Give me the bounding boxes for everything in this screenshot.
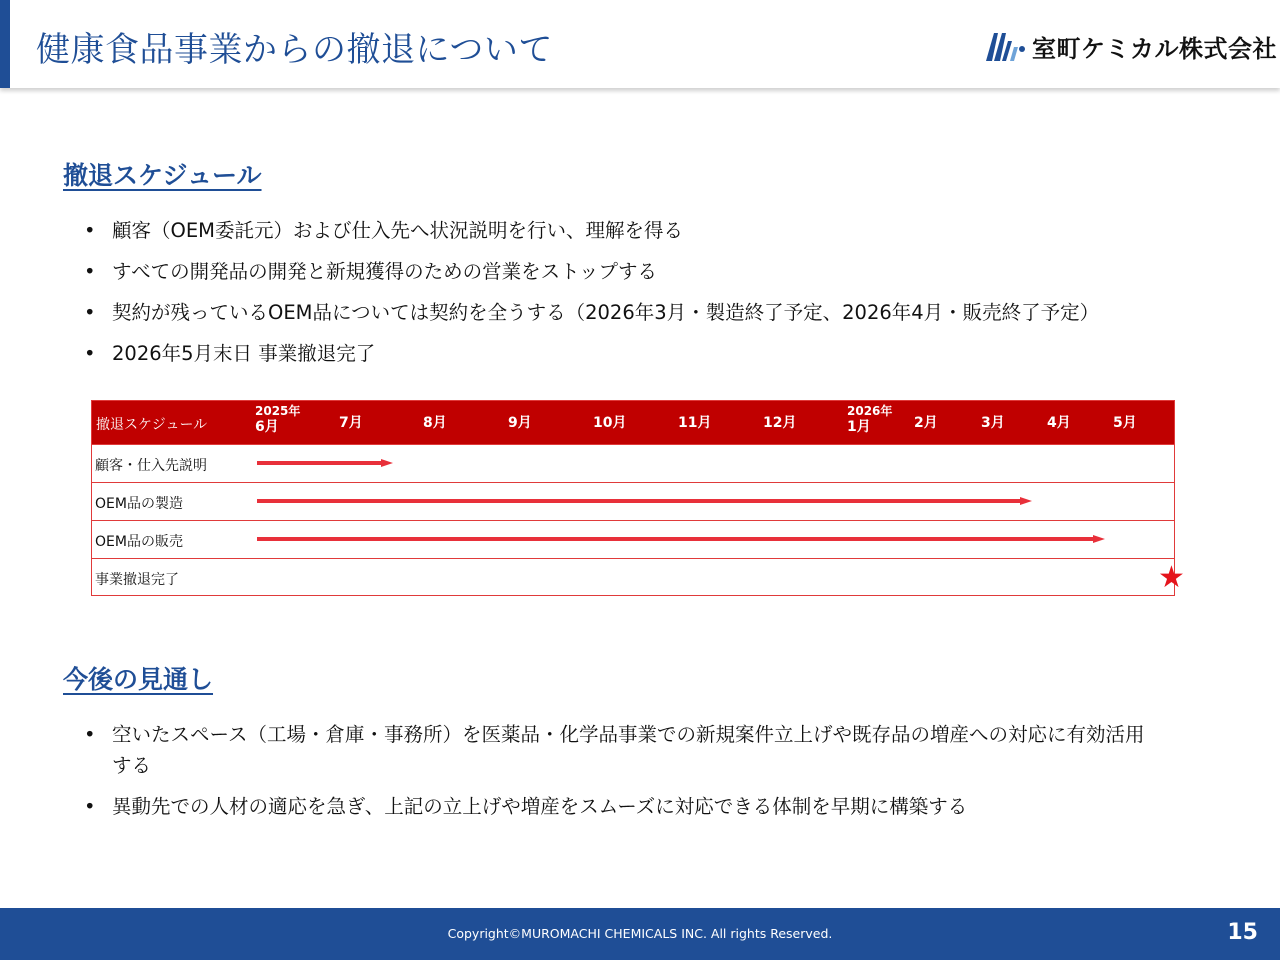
gantt-month-label: 6月 xyxy=(255,419,279,435)
gantt-month-year: 2026年 xyxy=(847,404,893,418)
gantt-arrow xyxy=(257,497,1032,505)
gantt-month xyxy=(914,414,938,432)
gantt-month-label: 3月 xyxy=(981,415,1005,431)
bullet-text: すべての開発品の開発と新規獲得のための営業をストップする xyxy=(112,260,658,283)
bullet-icon: • xyxy=(84,795,96,818)
gantt-month-label: 8月 xyxy=(423,415,447,431)
list-item xyxy=(84,719,1164,781)
bullet-text: 契約が残っているOEM品については契約を全うする（2026年3月・製造終了予定、2026年4月・販売終了予定） xyxy=(112,301,1100,324)
header-accent-bar xyxy=(0,0,10,88)
bullet-icon: • xyxy=(84,301,96,324)
copyright-text: Copyright©MUROMACHI CHEMICALS INC. All rights Reserved. xyxy=(447,926,833,941)
gantt-month-label: 2月 xyxy=(914,415,938,431)
gantt-month xyxy=(423,414,447,432)
schedule-heading: 撤退スケジュール xyxy=(63,161,262,190)
gantt-row-label: 事業撤退完了 xyxy=(95,572,179,588)
schedule-gantt-table xyxy=(91,400,1175,596)
gantt-row-label: OEM品の販売 xyxy=(95,534,183,550)
gantt-month xyxy=(678,414,711,432)
schedule-bullet-list xyxy=(84,215,1164,379)
gantt-month-label: 9月 xyxy=(508,415,532,431)
gantt-month xyxy=(981,414,1005,432)
bullet-icon: • xyxy=(84,723,96,746)
bullet-icon: • xyxy=(84,342,96,365)
page-title: 健康食品事業からの撤退について xyxy=(36,30,553,70)
list-item xyxy=(84,215,1164,246)
gantt-month-label: 5月 xyxy=(1113,415,1137,431)
gantt-header-label: 撤退スケジュール xyxy=(96,417,208,433)
gantt-month xyxy=(339,414,363,432)
outlook-heading: 今後の見通し xyxy=(63,665,214,694)
gantt-row-label: OEM品の製造 xyxy=(95,496,183,512)
gantt-month xyxy=(763,414,796,432)
muromachi-logo-icon xyxy=(984,29,1026,63)
gantt-month-label: 11月 xyxy=(678,415,712,431)
list-item xyxy=(84,297,1164,328)
list-item xyxy=(84,256,1164,287)
gantt-row xyxy=(92,520,1174,558)
page-number: 15 xyxy=(1227,920,1258,945)
gantt-month-year: 2025年 xyxy=(255,404,301,418)
company-name: 室町ケミカル株式会社 xyxy=(1032,34,1277,63)
list-item xyxy=(84,338,1164,369)
gantt-month xyxy=(1113,414,1137,432)
bullet-text: 空いたスペース（工場・倉庫・事務所）を医薬品・化学品事業での新規案件立上げや既存品の増産への対応に有効活用する xyxy=(112,723,1145,777)
gantt-month xyxy=(508,414,532,432)
bullet-text: 顧客（OEM委託元）および仕入先へ状況説明を行い、理解を得る xyxy=(112,219,683,242)
bullet-text: 2026年5月末日 事業撤退完了 xyxy=(112,342,376,365)
bullet-icon: • xyxy=(84,219,96,242)
gantt-arrow xyxy=(257,459,393,467)
bullet-icon: • xyxy=(84,260,96,283)
gantt-arrow xyxy=(257,535,1105,543)
gantt-row xyxy=(92,482,1174,520)
company-logo xyxy=(984,26,1277,66)
gantt-month-label: 1月 xyxy=(847,419,871,435)
star-icon: ★ xyxy=(1158,560,1185,595)
gantt-month-label: 12月 xyxy=(763,415,797,431)
slide-footer xyxy=(0,908,1280,960)
gantt-row xyxy=(92,444,1174,482)
gantt-month xyxy=(847,404,892,436)
gantt-row xyxy=(92,558,1174,595)
bullet-text: 異動先での人材の適応を急ぎ、上記の立上げや増産をスムーズに対応できる体制を早期に構築する xyxy=(112,795,968,818)
slide-header xyxy=(0,0,1280,88)
gantt-header-row xyxy=(92,401,1174,444)
gantt-month xyxy=(1047,414,1071,432)
gantt-row-label: 顧客・仕入先説明 xyxy=(95,458,207,474)
gantt-month-label: 7月 xyxy=(339,415,363,431)
gantt-month-label: 4月 xyxy=(1047,415,1071,431)
gantt-month xyxy=(255,404,300,436)
gantt-month xyxy=(593,414,626,432)
outlook-bullet-list xyxy=(84,719,1164,832)
gantt-month-label: 10月 xyxy=(593,415,627,431)
list-item xyxy=(84,791,1164,822)
